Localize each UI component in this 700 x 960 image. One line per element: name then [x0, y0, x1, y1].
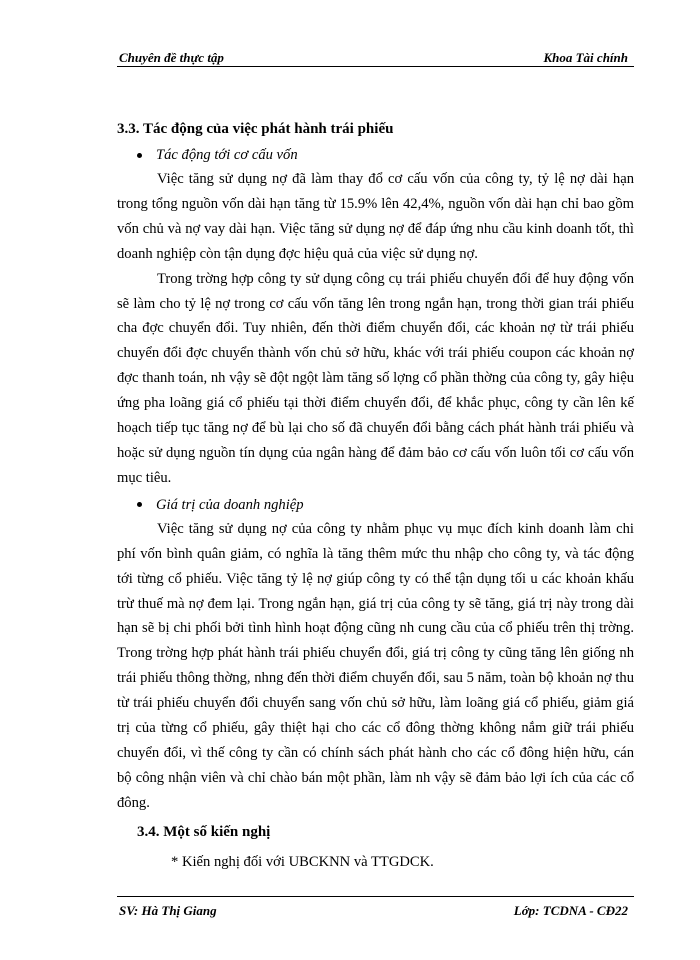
bullet-enterprise-value-label: Giá trị của doanh nghiệp: [156, 496, 304, 513]
paragraph-3: Việc tăng sử dụng nợ của công ty nhằm phục vụ mục đích kinh doanh làm chi phí vốn bình quân giảm, có nghĩa là tăng thêm mức thu nhập cho công ty, và tác động tới từng cổ phiếu. Việc tăng tỷ lệ nợ giúp công ty có thể tận dụng tối u các khoản khấu trừ thuế mà nợ đem lại. Trong ngắn hạn, giá trị của công ty sẽ tăng, giá trị này trong dài hạn sẽ bị chi phối bởi tình hình hoạt động cũng nh cung cầu của cổ phiếu trên thị trờng. Trong trờng hợp phát hành trái phiếu chuyển đổi, giá trị công ty cũng tăng lên giống nh trái phiếu thông thờng, nhng đến thời điểm chuyển đổi, sau 5 năm, toàn bộ khoản nợ thu từ trái phiếu chuyển đổi chuyển sang vốn chủ sở hữu, làm loãng giá cổ phiếu, giảm giá trị của từng cổ phiếu, gây thiệt hại cho các cổ đông thờng không nắm giữ trái phiếu chuyển đổi, vì thế công ty cần có chính sách phát hành cho các cổ đông hiện hữu, cán bộ công nhận viên và chỉ chào bán một phần, làm nh vậy sẽ đảm bảo lợi ích của các cổ đông.: [117, 520, 634, 811]
bullet-enterprise-value: [137, 493, 634, 517]
bullet-dot-icon: [137, 502, 142, 507]
footer-left: SV: Hà Thị Giang: [119, 903, 217, 918]
page-footer: [117, 896, 634, 921]
section-3-4-title: 3.4. Một số kiến nghị: [137, 823, 271, 840]
bullet-dot-icon: [137, 153, 142, 158]
bullet-capital-structure-label: Tác động tới cơ cấu vốn: [156, 147, 298, 163]
paragraph-2: Trong trờng hợp công ty sử dụng công cụ trái phiếu chuyển đổi để huy động vốn sẽ làm cho tỷ lệ nợ trong cơ cấu vốn tăng lên trong ngắn hạn, trong thời gian trái phiếu cha đợc chuyển đổi. Tuy nhiên, đến thời điểm chuyển đổi, các khoản nợ từ trái phiếu chuyển đổi đợc chuyển thành vốn chủ sở hữu, khác với trái phiếu coupon các khoản nợ đợc thanh toán, nh vậy sẽ đột ngột làm tăng số lợng cổ phần thờng của công ty, gây hiệu ứng pha loãng giá cổ phiếu tại thời điểm chuyển đổi, để khắc phục, công ty cần lên kế hoạch tiếp tục tăng nợ để bù lại cho số đã chuyển đổi bằng cách phát hành trái phiếu và hoặc sử dụng nguồn tín dụng của ngân hàng để đảm bảo cơ cấu vốn luôn tối cơ cấu vốn mục tiêu.: [117, 270, 634, 486]
paragraph-1: Việc tăng sử dụng nợ đã làm thay đổ cơ cấu vốn của công ty, tỷ lệ nợ dài hạn trong tổng nguồn vốn dài hạn tăng từ 15.9% lên 42,4%, nguồn vốn dài hạn chỉ bao gồm vốn chủ và nợ vay dài hạn. Việc tăng sử dụng nợ để đáp ứng nhu cầu kinh doanh tốt, thì doanh nghiệp còn tận dụng đợc hiệu quả của việc sử dụng nợ.: [117, 171, 634, 262]
header-right: Khoa Tài chính: [543, 50, 628, 65]
header-left: Chuyên đề thực tập: [119, 50, 224, 65]
footer-right: Lớp: TCDNA - CĐ22: [513, 903, 628, 918]
recommendation-item: * Kiến nghị đối với UBCKNN và TTGDCK.: [171, 853, 434, 870]
bullet-capital-structure: [137, 143, 634, 167]
section-3-3-title: 3.3. Tác động của việc phát hành trái phiếu: [117, 121, 394, 137]
document-body: [117, 117, 634, 874]
page-header: [117, 50, 634, 67]
